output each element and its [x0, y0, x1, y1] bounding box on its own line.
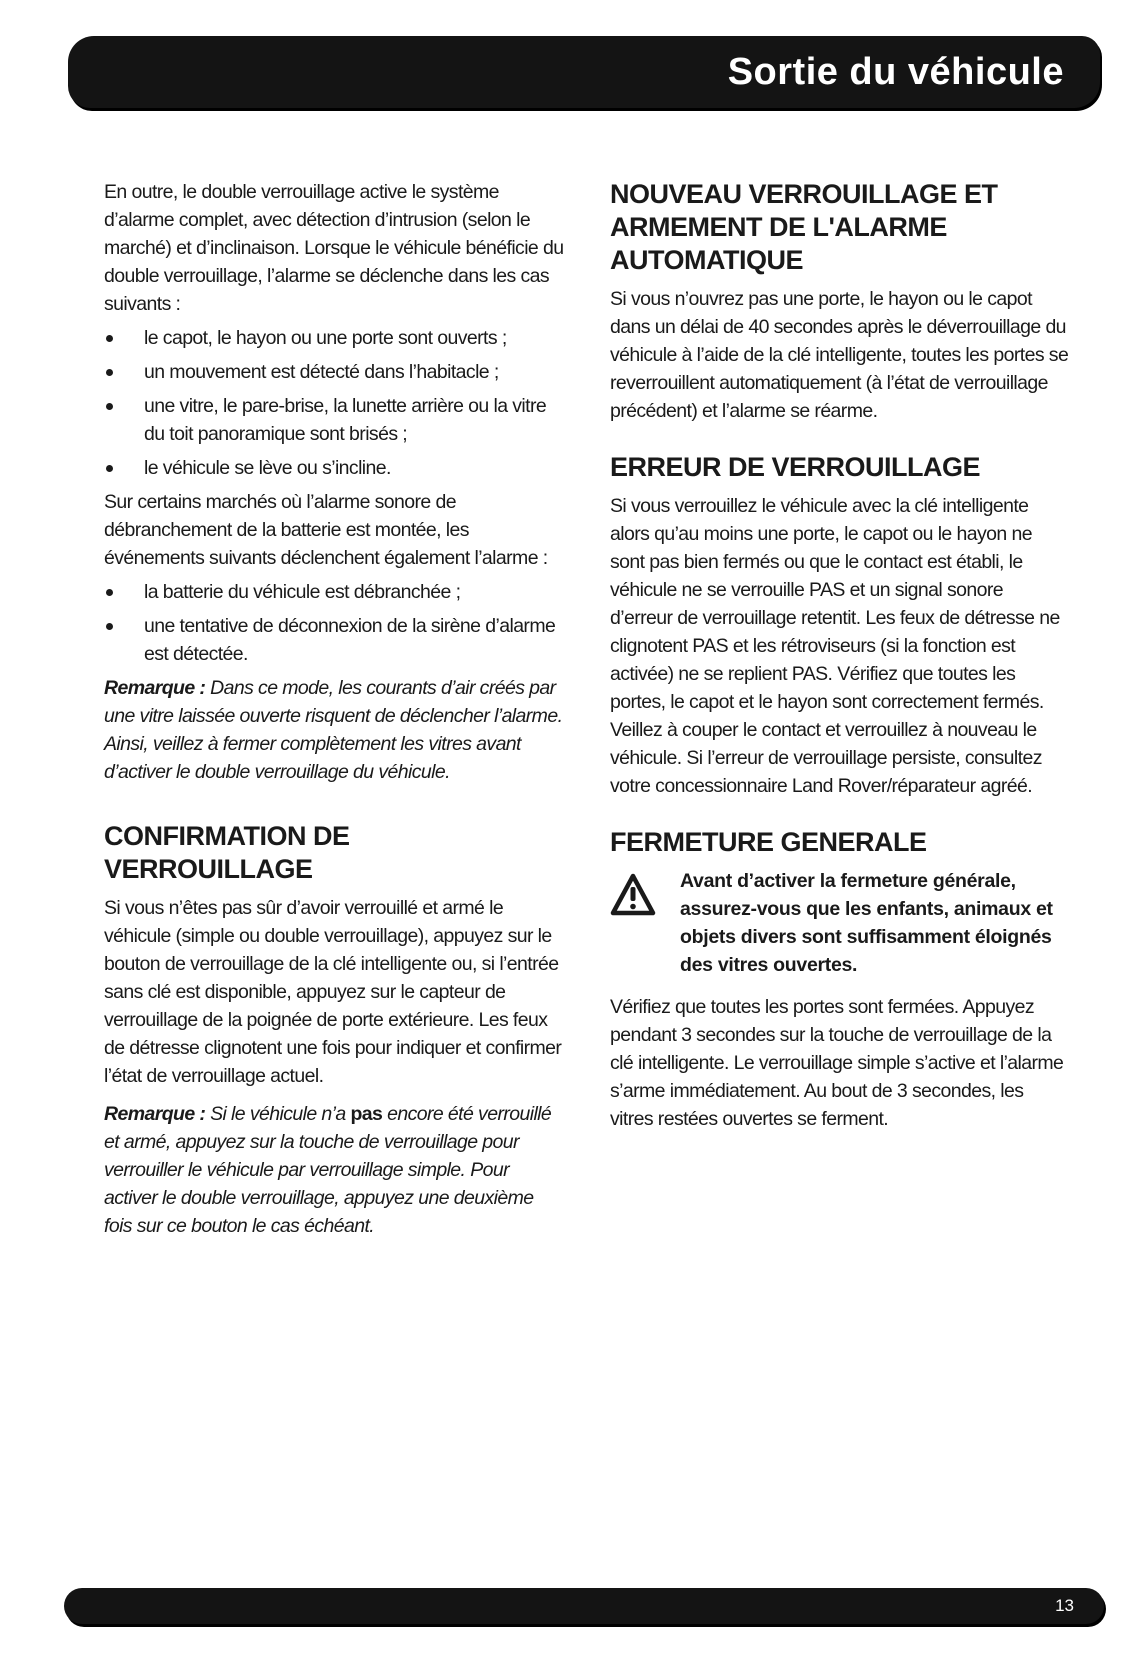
relock-section: [610, 178, 1070, 425]
right-column: [610, 178, 1070, 1159]
general-closing-section: [610, 826, 1070, 1133]
footer-bar: [64, 1588, 1104, 1624]
battery-alarm-paragraph: Sur certains marchés où l’alarme sonore de débranchement de la batterie est montée, les événements suivants déclenchent également l’alarme :: [104, 491, 548, 569]
error-body: Si vous verrouillez le véhicule avec la clé intelligente alors qu’au moins une porte, le capot ou le hayon ne sont pas bien fermés ou que le contact est établi, le véhicule ne se verrouille PAS et un signal sonore d’erreur de verrouillage retentit. Les feux de détresse ne clignotent PAS et les rétroviseurs (si la fonction est activée) ne se replient PAS. Vérifiez que toutes les portes, le capot et le hayon sont correctement fermés. Veillez à couper le contact et verrouillez à nouveau le véhicule. Si l’erreur de verrouillage persiste, consultez votre concessionnaire Land Rover/réparateur agréé.: [610, 495, 1060, 797]
error-heading: ERREUR DE VERROUILLAGE: [610, 452, 981, 482]
page-title: Sortie du véhicule: [727, 51, 1064, 93]
confirmation-section: [104, 820, 564, 1240]
note-draught: Remarque : Dans ce mode, les courants d’air créés par une vitre laissée ouverte risquent de déclencher l’alarme. Ainsi, veillez à fermer complètement les vitres avant d’activer le double verrouillage du véhicule.: [104, 677, 563, 783]
bullet-icon: [106, 335, 113, 342]
bullet-icon: [106, 589, 113, 596]
list-item: une vitre, le pare-brise, la lunette arrière ou la vitre du toit panoramique sont brisés ;: [104, 392, 564, 448]
bullet-icon: [106, 465, 113, 472]
error-section: [610, 451, 1070, 800]
list-item: un mouvement est détecté dans l’habitacle ;: [104, 358, 564, 386]
confirmation-body: Si vous n’êtes pas sûr d’avoir verrouillé et armé le véhicule (simple ou double verrouillage), appuyez sur le bouton de verrouillage de la clé intelligente ou, si l’entrée sans clé est disponible, appuyez sur le capteur de verrouillage de la poignée de porte extérieure. Les feux de détresse clignotent une fois pour indiquer et confirmer l’état de verrouillage actuel.: [104, 897, 562, 1087]
list-item: la batterie du véhicule est débranchée ;: [104, 578, 564, 606]
general-heading: FERMETURE GENERALE: [610, 827, 927, 857]
warning-box: [610, 867, 1070, 979]
warning-triangle-icon: [610, 873, 656, 917]
header-bar: [68, 36, 1100, 108]
relock-heading: NOUVEAU VERROUILLAGE ET ARMEMENT DE L'ALARME AUTOMATIQUE: [610, 179, 998, 275]
note-confirmation: Remarque : Si le véhicule n’a pas encore été verrouillé et armé, appuyez sur la touche de verrouillage pour verrouiller le véhicule par verrouillage simple. Pour activer le double verrouillage, appuyez une deuxième fois sur ce bouton le cas échéant.: [104, 1103, 552, 1237]
list-item: le véhicule se lève ou s’incline.: [104, 454, 564, 482]
bullet-icon: [106, 623, 113, 630]
bullet-icon: [106, 369, 113, 376]
intro-paragraph: En outre, le double verrouillage active le système d’alarme complet, avec détection d’intrusion (selon le marché) et d’inclinaison. Lorsque le véhicule bénéficie du double verrouillage, l’alarme se déclenche dans les cas suivants :: [104, 181, 564, 315]
page-number: 13: [1055, 1596, 1074, 1615]
list-item: le capot, le hayon ou une porte sont ouverts ;: [104, 324, 564, 352]
relock-body: Si vous n’ouvrez pas une porte, le hayon ou le capot dans un délai de 40 secondes après le déverrouillage du véhicule à l’aide de la clé intelligente, toutes les portes se reverrouillent automatiquement (à l’état de verrouillage précédent) et l’alarme se réarme.: [610, 288, 1069, 422]
bullet-icon: [106, 403, 113, 410]
warning-text: Avant d’activer la fermeture générale, assurez-vous que les enfants, animaux et objets divers sont suffisamment éloignés des vitres ouvertes.: [680, 870, 1053, 976]
alarm-triggers-list: [104, 324, 564, 482]
left-column: [104, 178, 564, 1266]
confirmation-heading: CONFIRMATION DE VERROUILLAGE: [104, 821, 350, 884]
general-body: Vérifiez que toutes les portes sont fermées. Appuyez pendant 3 secondes sur la touche de verrouillage de la clé intelligente. Le verrouillage simple s’active et l’alarme s’arme immédiatement. Au bout de 3 secondes, les vitres restées ouvertes se ferment.: [610, 996, 1064, 1130]
list-item: une tentative de déconnexion de la sirène d’alarme est détectée.: [104, 612, 564, 668]
battery-triggers-list: [104, 578, 564, 668]
